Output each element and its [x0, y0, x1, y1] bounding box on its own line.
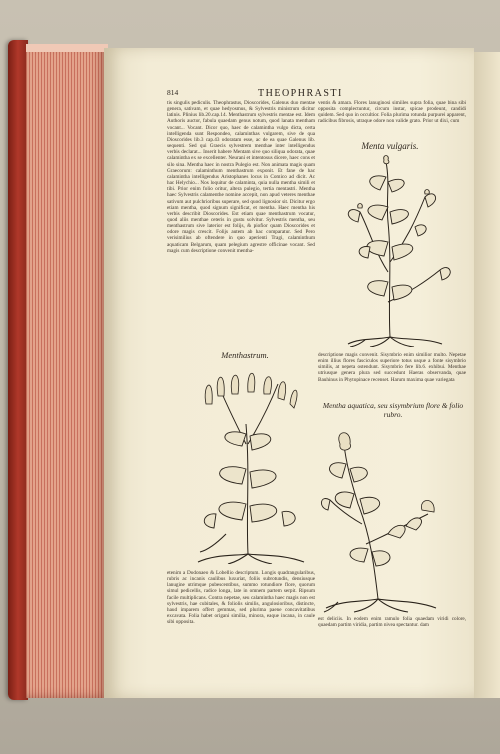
running-title	[258, 88, 500, 100]
menthastrum-illustration	[186, 364, 316, 564]
right-column-top-text: ventis & amara. Flores lanuginosi simiiles supra folia, quae bina sibi opposita complectuntur, circum instar, spicae prodeunt, candidi quidem. Sed quo in occultior. Folia plurima rotunda purpurei apparent, radicibus fibrosis, utraque odore non valide grato. Prior ut dixi, cum	[318, 100, 466, 125]
right-bottom-text: est deliciis. In eodem enim ramulo folia quaedam viridi colore, quaedam partim viridia, partim nivea spectantur. dam	[318, 616, 466, 629]
menta-vulgaris-illustration	[330, 152, 460, 347]
book-spine	[8, 40, 28, 700]
left-column-text: tis singulis pediculis. Theophrastus, Dioscorides, Galenus duo mentae genera, sativam, et quae hedyosmus, & Sylvestris ministrum dicitur latinis. Plinius lib.20.cap.14. Menthastrum sylvestris mentae est. Idem Authoris auctor, fabula quaedam genus notum, quod lanata mentham vocant... Vocant. Dicor quo, haec de calamintha vulgo dicta, certa intelligenda sunt Respondeo, calaminthas vulgarem, sive de qua Dioscorides lib.3 cap.43 odoratam esse, ac de ea quae Galenus lib. sequenti. Sed qui Graecis sylvestrem menthae inter intelligendus verbis declarat... Inserit habere Mentam sive quo siliqua odorata, quae calamintha ex se excellenter. Neurani et intentosus dicere, haec cons et silo sina. Mentha haec in nostra Pulegio est. Non animata magis quam Graecorum: calaminthum menthastrum exponit. Et fane de hac calamintha intelligendus Aristophanes locus in Comico ad dicit. Ac hac Helychio... Nos loquitur de calaminta, quia nulla mentha simili et tibi. Prior enim folio oritur, altera pulegio, tertia mentastri. Mentha haec Sylvestris calamenthe nomine accepit, non apud veteres menthae sativum aut pulchrioribus superare, sed quod lignosior sit. Dicitur ergo etiam mentha, quod signum significat, et mentha. Haec mentha his verbis describit Dioscorides. Est etiam quae menthastrum vocatur, quod aliis menthae ceteris in gustu solvitur. Sylvestris mentha, seu menthastrum sive laterior est folijs, & piofior quam Dioscorides et odore magis crescit. Folijs autem ab hac comparatur. Sed Pero verisimilius ab oftendere in quo aperienti Tragi, calaminthum aquaticam Belgarum, quam pelegium agrestre officinae vocant. Sed magis cum descriptione convenit mentha-	[167, 100, 315, 254]
page-edges	[26, 44, 108, 698]
menthastrum-title: Menthastrum.	[221, 350, 269, 360]
running-title-text: THEOPHRASTI	[258, 88, 343, 99]
menta-vulgaris-title: Menta vulgaris.	[361, 141, 419, 151]
menta-aquatica-title: Mentha aquatica, seu sisymbrium flore & folio rubro.	[322, 401, 464, 419]
menta-aquatica-illustration	[318, 424, 448, 614]
page-number: 814	[167, 88, 179, 97]
facing-page-edge	[474, 52, 500, 698]
left-bottom-text: etenim a Dodonaeo & Lobellio descriptum. Longis quadrangularibus, rubris ac incanis caulibus luxuriat, foliis subrotundis, densiusque lanugine utrimque pubescentibus, summo rotundiore flore, quorum simul pedicellis, radice longa, late in omnem partem serpit. Ripsum facile multiplicans. Contra nepetae, seu calamintha haec magis non est sylvestris, hae cubitales, & foliolis similis, angulosioribus, distincte, haud imparem offert gemmas, sed plurima paene concavitatibus excavata. Folia habet origani similia, minora, eaque incana, in caule sibi opposita.	[167, 570, 315, 626]
page-edges-top	[26, 44, 108, 52]
right-middle-text: descriptione magis convenit. Sisymbrio enim similior multo. Nepetae enim illius flores fasciculos superiore totus usque a fonte sisymbrio similis, at nepeta ostendunt. Sisymbrio fere lib.6. exhibui. Menthae utriusque genera plura sed succedunt Haeras observanda, quae Bauhinus in Phytopinace recenset. Harum maxima quae variegata	[318, 352, 466, 383]
